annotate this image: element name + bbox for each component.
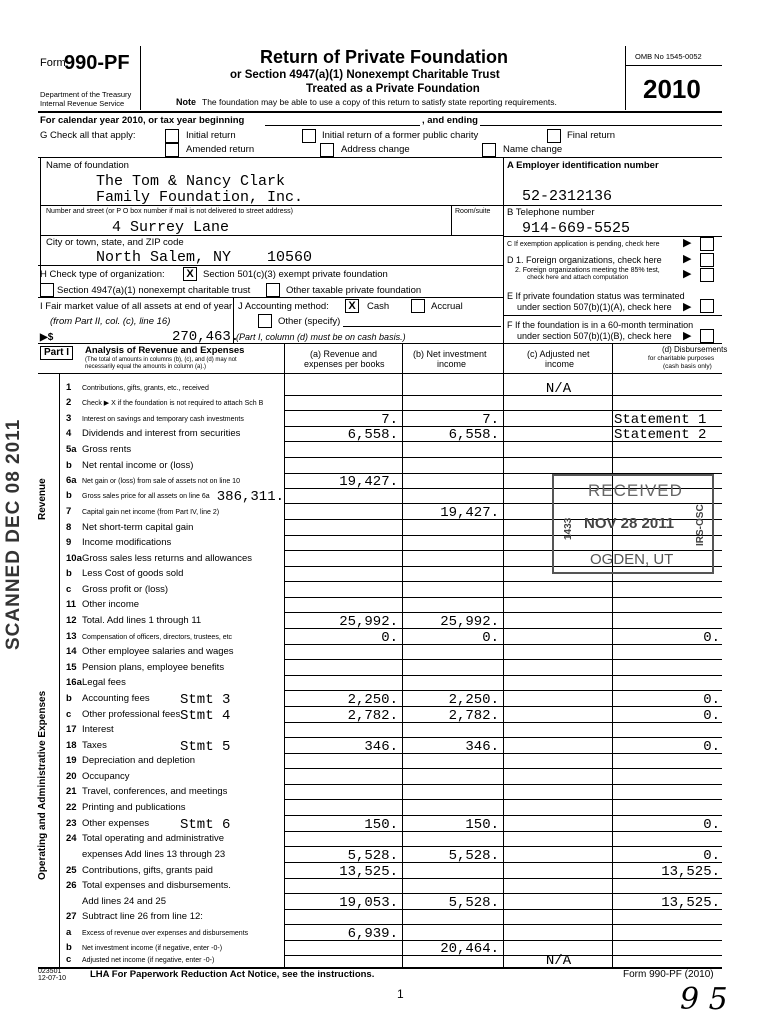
row-statement-ref: 386,311. xyxy=(216,489,284,505)
row-label: Compensation of officers, directors, trustees, etc xyxy=(82,634,233,641)
side-revenue-label: Revenue xyxy=(37,478,48,520)
row-rule xyxy=(284,846,722,847)
initial-former-checkbox[interactable] xyxy=(302,129,316,143)
f-arrow-icon: ▶ xyxy=(683,330,692,342)
f-checkbox[interactable] xyxy=(700,329,714,343)
row-rule xyxy=(284,815,722,816)
section-i-label: I Fair market value of all assets at end of year xyxy=(40,301,233,312)
phone-value: 914-669-5525 xyxy=(522,220,631,237)
initial-return-label: Initial return xyxy=(186,130,236,141)
final-return-checkbox[interactable] xyxy=(547,129,561,143)
c-arrow-icon: ▶ xyxy=(683,237,692,249)
row-line-number: 26 xyxy=(66,880,77,891)
col-d-header-2: for charitable purposes xyxy=(648,355,715,362)
room-suite-label: Room/suite xyxy=(455,208,491,215)
row-rule xyxy=(284,893,722,894)
row-label: Interest xyxy=(82,724,114,735)
row-line-number: 24 xyxy=(66,833,77,844)
row-label: Interest on savings and temporary cash investments xyxy=(82,416,244,423)
row-col-b-value: 6,558. xyxy=(448,427,499,443)
row-rule xyxy=(284,799,722,800)
row-rule xyxy=(284,659,722,660)
row-label: Net rental income or (loss) xyxy=(82,460,194,471)
row-label: Income modifications xyxy=(82,537,172,548)
row-col-c-value: N/A xyxy=(545,381,572,397)
row-col-b-value: 7. xyxy=(482,412,499,428)
row-line-number: b xyxy=(66,490,72,501)
row-line-number: 18 xyxy=(66,740,77,751)
other-method-label: Other (specify) xyxy=(278,316,341,327)
col-a-header-2: expenses per books xyxy=(304,359,385,369)
d1-label: D 1. Foreign organizations, check here xyxy=(507,255,662,265)
amended-return-checkbox[interactable] xyxy=(165,143,179,157)
row-line-number: 1 xyxy=(66,382,72,393)
row-col-a-value: 6,558. xyxy=(347,427,398,443)
h-501c3-checkbox[interactable]: X xyxy=(183,267,197,281)
row-statement-ref: Stmt 5 xyxy=(180,739,231,755)
row-line-number: 14 xyxy=(66,646,77,657)
row-rule xyxy=(284,395,722,396)
row-label: Printing and publications xyxy=(82,802,186,813)
initial-return-checkbox[interactable] xyxy=(165,129,179,143)
received-stamp-date: NOV 28 2011 xyxy=(584,515,675,532)
row-col-a-value: 2,782. xyxy=(347,708,398,724)
row-label: Less Cost of goods sold xyxy=(82,568,184,579)
ein-value: 52-2312136 xyxy=(522,188,613,205)
section-i-dollar: ▶$ xyxy=(40,332,54,343)
form-title: Return of Private Foundation xyxy=(260,47,509,67)
row-label: Other employee salaries and wages xyxy=(82,646,234,657)
d2-label-2: check here and attach computation xyxy=(527,274,629,281)
row-col-b-value: 19,427. xyxy=(440,505,499,521)
row-line-number: b xyxy=(66,460,72,471)
row-label: Gross profit or (loss) xyxy=(82,584,169,595)
foundation-name-label: Name of foundation xyxy=(46,160,129,171)
received-stamp xyxy=(552,474,714,574)
row-label: Gross sales price for all assets on line 6a xyxy=(82,493,210,500)
row-label: Excess of revenue over expenses and disbursements xyxy=(82,930,249,937)
col-d-header-3: (cash basis only) xyxy=(663,363,712,370)
row-line-number: b xyxy=(66,942,72,953)
h-501c3-label: Section 501(c)(3) exempt private foundation xyxy=(203,269,388,280)
col-c-header-1: (c) Adjusted net xyxy=(527,349,590,359)
section-i-note: (Part I, column (d) must be on cash basis.) xyxy=(236,332,406,342)
address-change-label: Address change xyxy=(341,144,410,155)
row-col-b-value: 0. xyxy=(482,630,499,646)
e-label-2: under section 507(b)(1)(A), check here xyxy=(517,302,672,312)
row-line-number: c xyxy=(66,584,72,595)
row-label: Subtract line 26 from line 12: xyxy=(82,911,203,922)
row-label: Occupancy xyxy=(82,771,130,782)
row-col-a-value: 19,427. xyxy=(339,474,398,490)
row-col-c-value: N/A xyxy=(545,953,572,969)
f-label-1: F If the foundation is in a 60-month termination xyxy=(507,320,694,330)
row-rule xyxy=(284,768,722,769)
address-change-checkbox[interactable] xyxy=(320,143,334,157)
row-rule xyxy=(284,955,722,956)
row-label: Total operating and administrative xyxy=(82,833,225,844)
street-address: 4 Surrey Lane xyxy=(112,219,230,236)
row-col-a-value: 19,053. xyxy=(339,895,398,911)
row-line-number: 2 xyxy=(66,397,72,408)
row-col-d-value: 0. xyxy=(703,817,720,833)
row-label: Capital gain net income (from Part IV, line 2) xyxy=(82,509,220,516)
row-label: Accounting fees xyxy=(82,693,150,704)
col-b-header-1: (b) Net investment xyxy=(413,349,487,359)
footer-code-1: 023501 xyxy=(38,968,62,975)
row-label: Net short-term capital gain xyxy=(82,522,194,533)
row-col-a-value: 5,528. xyxy=(347,848,398,864)
col-d-header-1: (d) Disbursements xyxy=(662,345,728,354)
row-label: Net investment income (if negative, enter -0-) xyxy=(82,945,223,952)
page-number: 1 xyxy=(397,987,404,1001)
footer-lha: LHA For Paperwork Reduction Act Notice, see the instructions. xyxy=(90,969,375,980)
row-line-number: 10a xyxy=(66,553,82,564)
d2-label-1: 2. Foreign organizations meeting the 85% test, xyxy=(515,267,660,274)
row-label: Total expenses and disbursements. xyxy=(82,880,231,891)
row-col-a-value: 6,939. xyxy=(347,926,398,942)
row-col-b-value: 2,250. xyxy=(448,692,499,708)
row-col-d-value: 13,525. xyxy=(661,895,720,911)
omb-number: OMB No 1545-0052 xyxy=(635,52,702,61)
part-i-title: Analysis of Revenue and Expenses xyxy=(85,345,245,356)
accrual-checkbox[interactable] xyxy=(411,299,425,313)
accrual-label: Accrual xyxy=(431,301,463,312)
d2-checkbox[interactable] xyxy=(700,268,714,282)
note-label: Note xyxy=(176,97,196,107)
row-line-number: 20 xyxy=(66,771,77,782)
part-i-label: Part I xyxy=(40,346,73,360)
e-arrow-icon: ▶ xyxy=(683,301,692,313)
col-b-header-2: income xyxy=(437,359,467,369)
row-col-b-value: 346. xyxy=(465,739,499,755)
row-rule xyxy=(284,784,722,785)
row-label: Gross sales less returns and allowances xyxy=(82,553,253,564)
row-line-number: 23 xyxy=(66,818,77,829)
row-line-number: c xyxy=(66,709,72,720)
row-rule xyxy=(284,581,722,582)
name-change-label: Name change xyxy=(503,144,563,155)
row-col-b-value: 20,464. xyxy=(440,941,499,957)
scanned-stamp: SCANNED DEC 08 2011 xyxy=(3,418,24,650)
other-method-checkbox[interactable] xyxy=(258,314,272,328)
row-label: Check ▶ X if the foundation is not required to attach Sch B xyxy=(82,400,264,407)
d1-checkbox[interactable] xyxy=(700,253,714,267)
section-g-label: G Check all that apply: xyxy=(40,130,136,141)
row-col-a-value: 2,250. xyxy=(347,692,398,708)
form-subtitle-1: or Section 4947(a)(1) Nonexempt Charitable Trust xyxy=(230,69,500,81)
row-line-number: 7 xyxy=(66,506,72,517)
row-line-number: 16a xyxy=(66,677,82,688)
row-line-number: 17 xyxy=(66,724,77,735)
row-label: Contributions, gifts, grants, etc., received xyxy=(82,385,209,392)
note-text: The foundation may be able to use a copy of this return to satisfy state reporting requirements. xyxy=(202,97,557,107)
row-label: Total. Add lines 1 through 11 xyxy=(82,615,202,626)
row-label: Other income xyxy=(82,599,140,610)
row-statement-ref: Stmt 6 xyxy=(180,817,231,833)
row-line-number: 19 xyxy=(66,755,77,766)
row-label: Add lines 24 and 25 xyxy=(82,896,166,907)
row-line-number: 13 xyxy=(66,631,77,642)
row-label: expenses Add lines 13 through 23 xyxy=(82,849,226,860)
amended-return-label: Amended return xyxy=(186,144,255,155)
form-subtitle-2: Treated as a Private Foundation xyxy=(306,83,480,95)
row-col-a-value: 150. xyxy=(364,817,398,833)
c-checkbox[interactable] xyxy=(700,237,714,251)
h-4947-checkbox[interactable] xyxy=(40,283,54,297)
row-line-number: 15 xyxy=(66,662,77,673)
row-col-d-value: 0. xyxy=(703,848,720,864)
fmv-assets-value: 270,463. xyxy=(172,329,240,345)
row-line-number: 22 xyxy=(66,802,77,813)
h-4947-label: Section 4947(a)(1) nonexempt charitable trust xyxy=(57,285,251,296)
dept-irs: Internal Revenue Service xyxy=(40,99,125,108)
footer-code-2: 12-07-10 xyxy=(38,975,67,982)
c-label: C If exemption application is pending, check here xyxy=(507,241,660,248)
row-label: Net gain or (loss) from sale of assets not on line 10 xyxy=(82,478,240,485)
d2-arrow-icon: ▶ xyxy=(683,268,692,280)
row-line-number: c xyxy=(66,954,72,965)
street-label: Number and street (or P O box number if mail is not delivered to street address) xyxy=(46,208,293,215)
row-label: Adjusted net income (if negative, enter -0-) xyxy=(82,957,215,964)
row-line-number: 8 xyxy=(66,522,72,533)
row-rule xyxy=(284,612,722,613)
row-col-a-value: 25,992. xyxy=(339,614,398,630)
row-label: Gross rents xyxy=(82,444,132,455)
dept-treasury: Department of the Treasury xyxy=(40,90,132,99)
row-line-number: 11 xyxy=(66,599,77,610)
row-line-number: 27 xyxy=(66,911,77,922)
received-stamp-side-num: 1433 xyxy=(563,517,574,540)
part-i-note-2: necessarily equal the amounts in column (a).) xyxy=(85,364,207,370)
and-ending: , and ending xyxy=(422,115,478,126)
section-i-sub: (from Part II, col. (c), line 16) xyxy=(50,316,171,327)
row-line-number: 4 xyxy=(66,428,72,439)
row-label: Pension plans, employee benefits xyxy=(82,662,225,673)
col-c-header-2: income xyxy=(545,359,575,369)
f-label-2: under section 507(b)(1)(B), check here xyxy=(517,331,672,341)
row-rule xyxy=(284,690,722,691)
e-checkbox[interactable] xyxy=(700,299,714,313)
name-change-checkbox[interactable] xyxy=(482,143,496,157)
row-label: Legal fees xyxy=(82,677,126,688)
row-col-b-value: 150. xyxy=(465,817,499,833)
row-rule xyxy=(284,457,722,458)
row-col-d-value: 13,525. xyxy=(661,864,720,880)
phone-label: B Telephone number xyxy=(507,207,595,218)
row-col-a-value: 346. xyxy=(364,739,398,755)
row-col-a-value: 13,525. xyxy=(339,864,398,880)
row-rule xyxy=(284,737,722,738)
side-expenses-label: Operating and Administrative Expenses xyxy=(37,690,48,880)
row-col-d-value: 0. xyxy=(703,630,720,646)
row-rule xyxy=(284,597,722,598)
col-a-header-1: (a) Revenue and xyxy=(310,349,378,359)
row-line-number: 21 xyxy=(66,786,77,797)
row-col-a-value: 0. xyxy=(381,630,398,646)
received-stamp-title: RECEIVED xyxy=(588,481,683,500)
cash-label: Cash xyxy=(367,301,390,312)
calendar-year-line: For calendar year 2010, or tax year beginning xyxy=(40,115,245,126)
initial-former-label: Initial return of a former public charity xyxy=(322,130,479,141)
row-line-number: 5a xyxy=(66,444,77,455)
row-col-a-value: 7. xyxy=(381,412,398,428)
row-line-number: 9 xyxy=(66,537,72,548)
row-col-c-value: Statement 1 xyxy=(614,412,707,428)
row-line-number: 6a xyxy=(66,475,77,486)
row-line-number: b xyxy=(66,568,72,579)
row-line-number: a xyxy=(66,927,72,938)
row-col-b-value: 25,992. xyxy=(440,614,499,630)
d1-arrow-icon: ▶ xyxy=(683,253,692,265)
row-line-number: 25 xyxy=(66,865,77,876)
row-rule xyxy=(284,924,722,925)
row-label: Other professional fees xyxy=(82,709,181,720)
row-col-d-value: 0. xyxy=(703,692,720,708)
e-label-1: E If private foundation status was terminated xyxy=(507,291,685,301)
tax-year: 2010 xyxy=(643,74,701,104)
section-j-label: J Accounting method: xyxy=(238,301,329,312)
h-other-checkbox[interactable] xyxy=(266,283,280,297)
row-rule xyxy=(284,410,722,411)
row-statement-ref: Stmt 4 xyxy=(180,708,231,724)
foundation-name-line-2: Family Foundation, Inc. xyxy=(96,189,304,206)
row-line-number: 3 xyxy=(66,413,72,424)
row-statement-ref: Stmt 3 xyxy=(180,692,231,708)
row-line-number: b xyxy=(66,693,72,704)
part-i-note-1: (The total of amounts in columns (b), (c), and (d) may not xyxy=(85,357,237,363)
row-col-c-value: Statement 2 xyxy=(614,427,707,443)
row-rule xyxy=(284,675,722,676)
city-label: City or town, state, and ZIP code xyxy=(46,237,184,248)
cash-checkbox[interactable]: X xyxy=(345,299,359,313)
row-col-d-value: 0. xyxy=(703,739,720,755)
foundation-name-line-1: The Tom & Nancy Clark xyxy=(96,173,286,190)
city-state-zip: North Salem, NY 10560 xyxy=(96,249,313,266)
row-col-b-value: 5,528. xyxy=(448,895,499,911)
received-stamp-side-code: IRS-OSC xyxy=(695,504,706,546)
handwritten-mark: 9 5 xyxy=(680,982,728,1017)
ein-label: A Employer identification number xyxy=(507,160,659,171)
row-label: Depreciation and depletion xyxy=(82,755,196,766)
section-h-label: H Check type of organization: xyxy=(40,269,165,280)
h-other-label: Other taxable private foundation xyxy=(286,285,422,296)
received-stamp-city: OGDEN, UT xyxy=(590,551,674,568)
row-col-d-value: 0. xyxy=(703,708,720,724)
row-label: Contributions, gifts, grants paid xyxy=(82,865,213,876)
form-prefix: Form xyxy=(40,57,66,69)
row-label: Dividends and interest from securities xyxy=(82,428,241,439)
final-return-label: Final return xyxy=(567,130,616,141)
row-label: Other expenses xyxy=(82,818,150,829)
row-col-b-value: 5,528. xyxy=(448,848,499,864)
row-label: Taxes xyxy=(82,740,107,751)
row-label: Travel, conferences, and meetings xyxy=(82,786,228,797)
row-line-number: 12 xyxy=(66,615,77,626)
footer-form-ref: Form 990-PF (2010) xyxy=(623,969,714,980)
row-col-b-value: 2,782. xyxy=(448,708,499,724)
form-number: 990-PF xyxy=(64,52,130,74)
